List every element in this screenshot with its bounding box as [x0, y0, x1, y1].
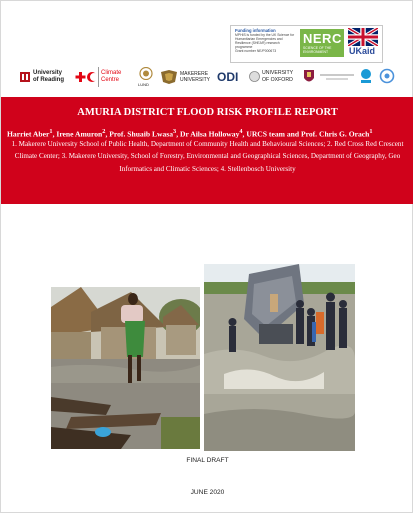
report-title: AMURIA DISTRICT FLOOD RISK PROFILE REPORT — [77, 107, 338, 118]
unicef-icon — [359, 68, 373, 84]
nerc-logo — [300, 29, 344, 57]
author-sup: 1 — [49, 128, 53, 135]
lund-seal-icon — [139, 67, 153, 80]
odi-logo — [217, 67, 243, 87]
author-sup: 3 — [173, 128, 177, 135]
author-name: Dr Ailsa Holloway — [180, 129, 240, 139]
funding-box — [230, 25, 383, 63]
funding-body: MPHIS is funded by the UK Science for Humanitarian Emergencies and Resilience (SHEAR) research programme — [235, 33, 295, 49]
nerc-sub: SCIENCE OF THE ENVIRONMENT — [303, 46, 332, 54]
report-date: JUNE 2020 — [190, 489, 225, 496]
ukaid-logo — [347, 28, 379, 58]
author-sup: 2 — [102, 128, 106, 135]
draft-status: FINAL DRAFT — [186, 457, 229, 464]
stellenbosch-crest-icon — [303, 69, 315, 85]
author-name: Prof. Shuaib Lwasa — [109, 129, 174, 139]
unicef-logo — [359, 67, 375, 87]
oxford-logo — [249, 67, 297, 87]
small-logo-gray — [320, 67, 354, 87]
logo-placeholder-line — [326, 78, 348, 80]
logo-placeholder-line — [320, 74, 354, 76]
flood-rescue-photo — [204, 264, 355, 451]
author-name: Harriet Aber — [7, 129, 50, 139]
un-wreath-icon — [379, 68, 395, 84]
flood-rescue-image — [204, 264, 355, 451]
ukaid-label: UKaid — [349, 46, 376, 56]
affiliations: 1. Makerere University School of Public Health, Department of Community Health and Behavioural Sciences; 2. Red Cross Red Crescent Climate Center; 3. Makerere University, School of Forestry, Environmental and Geographical Sciences, Department of Geography, Geo Informatics and Climatic Sciences; 4. Stellenbosch University — [11, 140, 404, 173]
reading-label: University of Reading — [33, 70, 64, 83]
makerere-logo — [160, 67, 212, 87]
flood-homestead-image — [51, 287, 200, 449]
makerere-label: MAKERERE UNIVERSITY — [180, 71, 211, 83]
flood-homestead-photo — [51, 287, 200, 449]
partner-logos — [19, 67, 399, 87]
reading-logo — [19, 67, 69, 87]
makerere-crest-icon — [160, 70, 178, 84]
author-sup: 1 — [369, 128, 373, 135]
stellenbosch-logo — [303, 67, 315, 87]
oxford-label: UNIVERSITY OF OXFORD — [262, 70, 294, 83]
author-name: Irene Amuron — [56, 129, 103, 139]
climate-centre-label: Climate Centre — [101, 70, 122, 83]
funding-heading: Funding information — [235, 28, 276, 33]
uk-flag-icon — [348, 28, 378, 46]
climate-centre-logo — [75, 67, 129, 87]
author-sup: 4 — [239, 128, 243, 135]
logo-divider — [98, 67, 99, 87]
lund-label: LUND — [138, 82, 149, 87]
author-list: Harriet Aber$^1$, Irene Amuron$^2$, Prof. Shuaib Lwasa$^3$, Dr Ailsa Holloway$^4$, URCS team and Prof. Chris G. Orach$^1$ — [7, 128, 373, 139]
title-banner — [1, 97, 413, 204]
oxford-crest-icon — [249, 71, 260, 82]
red-cross-crescent-icon — [75, 71, 97, 83]
reading-crest-icon — [19, 71, 31, 83]
nerc-label: NERC — [303, 31, 342, 46]
author-name: URCS team and Prof. Chris G. Orach — [246, 129, 370, 139]
lund-logo — [136, 67, 156, 87]
un-logo — [379, 67, 397, 87]
funding-grant: Grant number NE/P000673 — [235, 49, 277, 53]
funding-text — [235, 29, 297, 53]
odi-label: ODI — [217, 70, 239, 84]
